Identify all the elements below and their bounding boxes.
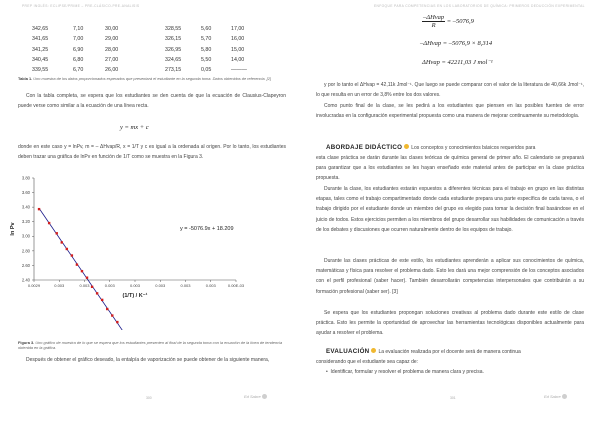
scatter-chart: [0, 172, 300, 330]
figure-caption-label: Figura 3.: [18, 340, 35, 345]
journal-logo: [544, 394, 567, 399]
running-header: ENFOQUE PARA COMPETENCIAS EN LOS LABORATORIOS DE QUÍMICA: PRIMEROS DEDUCCIÓN EXPERIMENTAL: [374, 4, 585, 8]
data-point: [81, 270, 83, 272]
table-cell: 0,05: [201, 67, 212, 74]
bullet-dot-icon: •: [326, 369, 331, 375]
heading-text: La evaluación realizada por el docente será de manera continua: [378, 349, 521, 355]
data-point: [91, 286, 93, 288]
table-cell: 5,50: [201, 57, 212, 64]
table-cell: 328,55: [165, 26, 182, 33]
x-tick-label: 0.003: [54, 283, 65, 288]
data-table-body: [32, 24, 261, 75]
table-cell: 339,55: [32, 67, 49, 74]
table-cell: 342,65: [32, 26, 49, 33]
table-cell: 6,80: [73, 57, 84, 64]
data-point: [96, 292, 98, 294]
data-point: [106, 308, 108, 310]
trendline-equation: y = -5076.9x + 18.209: [180, 226, 234, 232]
logo-icon: [262, 394, 267, 399]
table-cell: 14,00: [231, 57, 245, 64]
x-tick-label: 0.003: [155, 283, 166, 288]
linear-equation: y = mx + c: [120, 124, 149, 131]
table-cell: 273,15: [165, 67, 182, 74]
list-item: [326, 367, 588, 377]
paragraph: Después de obtener el gráfico deseado, la entalpía de vaporización se puede obtener de la siguiente manera,: [26, 357, 270, 363]
table-cell: 15,00: [231, 46, 245, 53]
data-point: [76, 263, 78, 265]
data-point: [101, 299, 103, 301]
y-tick-label: 3.20: [21, 219, 30, 225]
x-tick-label: 0.0029: [27, 283, 41, 288]
heading-text: Los conceptos y conocimientos básicos requeridos para: [411, 145, 536, 151]
running-header: PREP INGLÉS: ECLIPSE/PRIME – PRE-CLÁSICO-PRE-ANALISIS: [22, 4, 140, 8]
figure-caption: [18, 340, 286, 350]
table-cell: 326,95: [165, 46, 182, 53]
list-item-text: Identificar, formular y resolver el problema de manera clara y precisa.: [330, 369, 484, 375]
table-cell: 5,70: [201, 36, 212, 43]
equation-rhs: = –5076,9: [446, 17, 474, 25]
paragraph: y por lo tanto el ΔHvap = 42,11k Jmol⁻¹. Que luego se puede comparar con el valor de la literatura de 40,66k Jmol⁻¹, lo que resulta en un error de 3,8% entre los dos valores.: [316, 82, 584, 99]
y-tick-label: 3.80: [21, 175, 30, 181]
section-heading-didactic: [326, 144, 588, 151]
data-table: [32, 24, 261, 75]
table-cell: 27,00: [105, 57, 119, 64]
table-cell: 29,00: [105, 36, 119, 43]
table-cell: 5,60: [201, 26, 212, 33]
paragraph: Durante las clases prácticas de este estilo, los estudiantes aprenderán a aplicar sus conocimientos de química, matemáticas y física para resolver el problema dado. Esto les dará una mejor comprensión de los conceptos asociados con el perfil profesional (saber hacer). También desarrollarán competencias interpersonales que contribuirán a su formación profesional (saber ser). [3]: [316, 258, 584, 295]
x-tick-label: 0.003: [104, 283, 115, 288]
paragraph: Se espera que los estudiantes propongan soluciones creativas al problema dado durante este estilo de clase práctica. Esto les permite la oportunidad de aprovechar las herramientas tecnológicas disponibles actualmente para ayudar a resolver el problema.: [316, 310, 584, 337]
x-tick-label: 0.003: [129, 283, 141, 288]
table-cell: 340,45: [32, 57, 49, 64]
y-tick-label: 3.40: [21, 204, 30, 210]
journal-logo-text: Ed Sabre: [544, 394, 561, 399]
logo-icon: [562, 394, 567, 399]
equation-numerator: –ΔHvap: [423, 14, 445, 21]
table-row: [32, 24, 261, 34]
data-point: [38, 208, 40, 210]
table-cell: 30,00: [105, 26, 119, 33]
table-row: [32, 55, 261, 65]
table-cell: 7,10: [73, 26, 84, 33]
data-point: [86, 276, 88, 278]
y-tick-label: 3.00: [21, 233, 30, 239]
heading-title: ABORDAJE DIDÁCTICO: [326, 144, 403, 151]
equation-denominator: R: [431, 22, 436, 29]
table-row: [32, 45, 261, 55]
paragraph: esta clase práctica se darán durante las clases teóricas de química general de primer año. El calendario se preparará para garantizar que a los estudiantes se les hayan enseñado este material antes de participar en la clase práctica propuesta.: [316, 155, 584, 182]
table-cell: 6,70: [73, 67, 84, 74]
journal-logo: [244, 394, 267, 399]
x-tick-label: 0.003: [79, 283, 90, 288]
data-point: [61, 241, 63, 243]
table-caption-text: Uno muestra de los datos proporcionados esperados que presentará el estudiante en la segunda toma. Datos obtenidos de referencia. [2]: [33, 76, 271, 81]
table-cell: 28,00: [105, 46, 119, 53]
data-point: [111, 314, 113, 316]
heading-title: EVALUACIÓN: [326, 348, 370, 355]
table-cell: 324,65: [165, 57, 182, 64]
journal-logo-text: Ed Sabre: [244, 394, 261, 399]
table-cell: 6,90: [73, 46, 84, 53]
bullet-icon: [404, 144, 409, 149]
paragraph: donde en este caso y = lnPv, m = – ΔHvap/R, x = 1/T y c es igual a la ordenada al origen. Por lo tanto, los estudiantes deben trazar una gráfica de lnPv en función de 1/T como se muestra en la Figura 3.: [18, 144, 286, 161]
table-cell: 341,65: [32, 36, 49, 43]
y-tick-label: 2.80: [21, 248, 30, 254]
x-tick-label: 0.003: [180, 283, 191, 288]
paragraph: Durante la clase, los estudiantes estarán expuestos a diferentes técnicas para el trabajo en grupo en las distintas etapas, tales como el trabajo compartimentado donde cada estudiante prepara una parte específica de cada tarea, o el trabajo dirigido por el estudiante donde un miembro del grupo es elegido para tomar la decisión final basándose en el juicio de todos. Estos ejercicios permiten a los miembros del grupo desarrollar sus habilidades de comunicación a través de los debates y discusiones que ocurren naturalmente dentro de los equipos de trabajo.: [316, 186, 584, 233]
table-row: [32, 34, 261, 44]
figure-caption-text: Uno gráfico de muestra de lo que se espera que los estudiantes presenten al final de la segunda toma con la ecuación de la línea de tendencia obtenida en la gráfica.: [18, 340, 283, 350]
y-tick-label: 3.60: [21, 189, 30, 195]
equation-1: [422, 14, 474, 29]
y-tick-label: 2.60: [21, 262, 30, 268]
data-point: [56, 232, 58, 234]
table-cell: ———: [231, 67, 247, 74]
data-point: [48, 222, 50, 224]
table-row: [32, 65, 261, 75]
paragraph: considerando que el estudiante sea capaz de:: [316, 359, 419, 365]
data-point: [71, 254, 73, 256]
right-page: [300, 0, 600, 424]
section-heading-evaluation: [326, 348, 588, 355]
page-number: 300: [146, 396, 152, 400]
y-tick-label: 2.40: [21, 277, 30, 283]
table-cell: 5,80: [201, 46, 212, 53]
table-cell: 341,25: [32, 46, 49, 53]
equation-3: ΔHvap = 42211,03 J mol⁻¹: [422, 59, 493, 66]
paragraph: Como punto final de la clase, se les pedirá a los estudiantes que piensen en las posibles fuentes de error involucradas en la configuración experimental propuesta como una manera de mejorar continuamente su metodología.: [316, 103, 584, 120]
data-point: [66, 248, 68, 250]
table-cell: 326,15: [165, 36, 182, 43]
table-caption: [18, 76, 286, 81]
table-caption-label: Tabla 1.: [18, 76, 33, 81]
x-axis-label: (1/T) / K⁻¹: [122, 293, 148, 299]
data-point: [116, 321, 118, 323]
x-tick-label: 0.003: [205, 283, 216, 288]
table-cell: 16,00: [231, 36, 245, 43]
y-axis-label: ln Pv: [10, 222, 16, 236]
equation-2: –ΔHvap = –5076,9 × 8,314: [420, 40, 493, 47]
x-tick-label: 0.00E-03: [227, 283, 245, 288]
equation-fraction: [422, 14, 445, 29]
page-number: 301: [450, 396, 456, 400]
paragraph: Con la tabla completa, se espera que los estudiantes se den cuenta de que la ecuación de Clausius-Clapeyron puede verse como similar a la ecuación de una línea recta.: [18, 93, 286, 110]
table-cell: 26,00: [105, 67, 119, 74]
table-cell: 17,00: [231, 26, 245, 33]
table-cell: 7,00: [73, 36, 84, 43]
bullet-icon: [371, 348, 376, 353]
